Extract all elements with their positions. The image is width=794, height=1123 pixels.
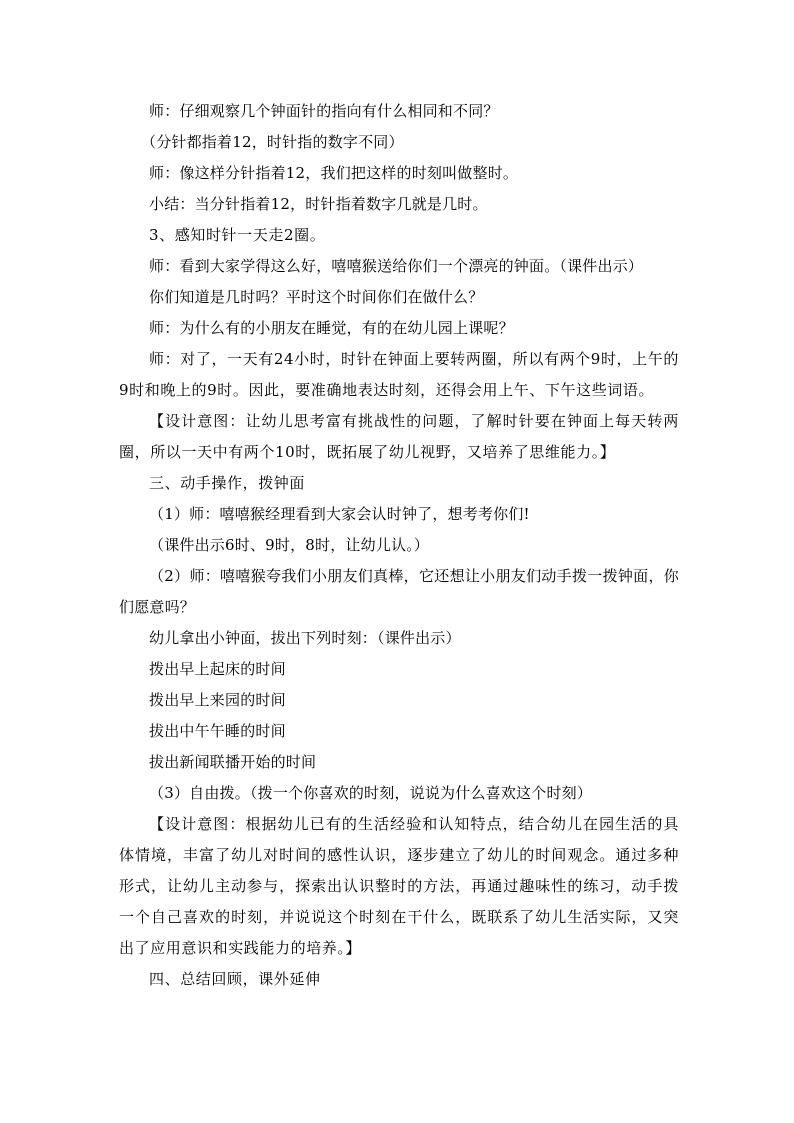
section-heading-summary: 四、总结回顾，课外延伸 (149, 970, 321, 988)
list-item-arrive: 拨出早上来园的时间 (149, 691, 286, 709)
list-item-wake-up: 拨出早上起床的时间 (149, 660, 286, 678)
list-item-nap: 拔出中午午睡的时间 (149, 722, 286, 740)
paragraph-answer-minute-hand: （分针都指着12，时针指的数字不同） (141, 133, 404, 151)
paragraph-observe-question: 师：仔细观察几个钟面针的指向有什么相同和不同？ (149, 102, 499, 120)
list-item-news: 拔出新闻联播开始的时间 (149, 753, 317, 771)
paragraph-test-1: （1）师：嘻嘻猴经理看到大家会认时钟了，想考考你们! (149, 505, 530, 523)
paragraph-test-2: （2）师：嘻嘻猴夸我们小朋友们真棒，它还想让小朋友们动手拨一拨钟面，你们愿意吗？ (119, 567, 679, 616)
paragraph-take-clock: 幼儿拿出小钟面，拔出下列时刻：（课件出示） (149, 629, 461, 647)
paragraph-gift-clock: 师：看到大家学得这么好，嘻嘻猴送给你们一个漂亮的钟面。（课件出示） (149, 257, 644, 275)
paragraph-design-intent-1: 【设计意图：让幼儿思考富有挑战性的问题，了解时针要在钟面上每天转两圈，所以一天中有两个10时，既拓展了幼儿视野，又培养了思维能力。】 (119, 412, 679, 461)
paragraph-whole-hour-definition: 师：像这样分针指着12，我们把这样的时刻叫做整时。 (149, 164, 519, 182)
document-body (119, 96, 679, 995)
paragraph-summary: 小结：当分针指着12，时针指着数字几就是几时。 (149, 195, 488, 213)
paragraph-free-dial: （3）自由拨。（拨一个你喜欢的时刻，说说为什么喜欢这个时刻） (149, 784, 593, 802)
section-heading-hands-on: 三、动手操作，拨钟面 (149, 474, 306, 492)
paragraph-design-intent-2: 【设计意图：根据幼儿已有的生活经验和认知特点，结合幼儿在园生活的具体情境，丰富了幼儿对时间的感性认识，逐步建立了幼儿的时间观念。通过多种形式，让幼儿主动参与，探索出认识整时的方法，再通过趣味性的练习，动手拨一个自己喜欢的时刻，并说说这个时刻在干什么，既联系了幼儿生活实际，又突出了应用意识和实践能力的培养。】 (119, 815, 679, 957)
paragraph-24-hours: 师：对了，一天有24小时，时针在钟面上要转两圈，所以有两个9时，上午的9时和晚上的9时。因此，要准确地表达时刻，还得会用上午、下午这些词语。 (119, 350, 679, 399)
paragraph-what-time: 你们知道是几时吗？平时这个时间你们在做什么？ (149, 288, 484, 306)
paragraph-why-sleeping: 师：为什么有的小朋友在睡觉，有的在幼儿园上课呢？ (149, 319, 514, 337)
section-heading-two-circles: 3、感知时针一天走2圈。 (149, 226, 326, 244)
paragraph-courseware-times: （课件出示6时、9时，8时，让幼儿认。） (149, 536, 430, 554)
